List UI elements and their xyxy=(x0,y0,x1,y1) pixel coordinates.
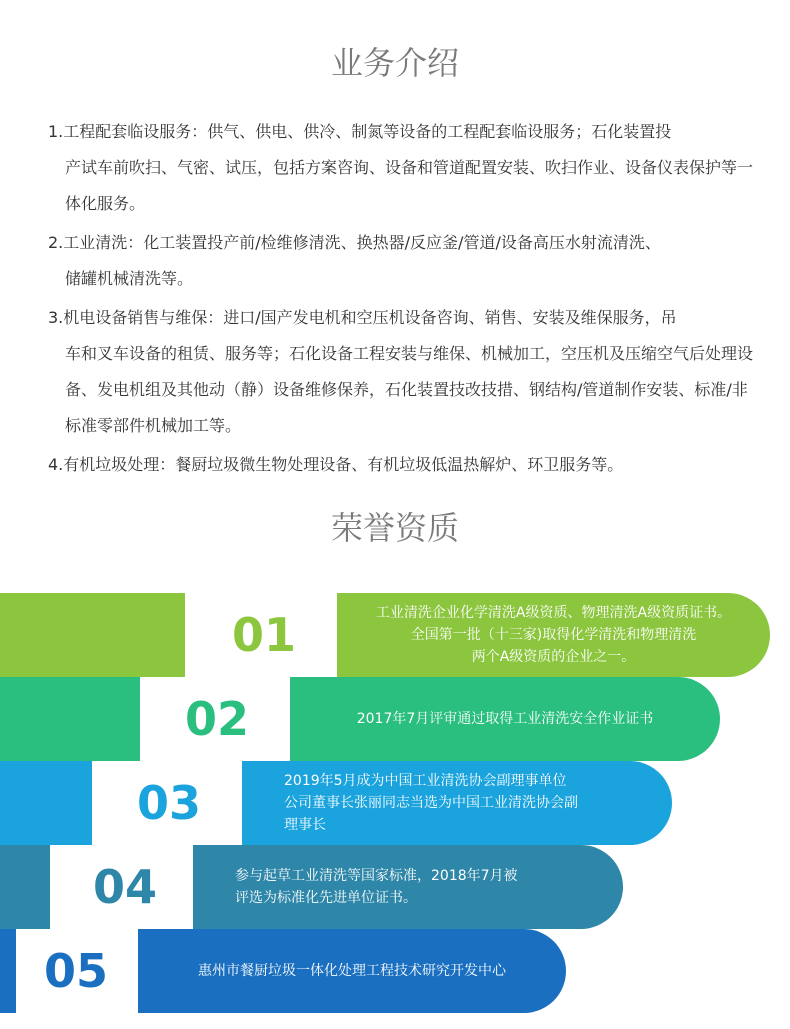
honor-strip xyxy=(0,929,16,1013)
honor-number: 02 xyxy=(185,692,250,746)
honor-row-05 xyxy=(0,929,790,1013)
item-text-head: 工程配套临设服务：供气、供电、供冷、制氮等设备的工程配套临设服务；石化装置投 xyxy=(63,122,672,141)
honor-number: 05 xyxy=(44,944,109,998)
honor-text-line: 2019年5月成为中国工业清洗协会副理事单位 xyxy=(284,773,567,789)
honor-strip xyxy=(0,593,185,677)
item-number: 2. xyxy=(48,233,64,252)
item-text-head: 机电设备销售与维保：进口/国产发电机和空压机设备咨询、销售、安装及维保服务，吊 xyxy=(63,308,677,327)
honor-row-04 xyxy=(0,845,790,929)
honor-section-title: 荣誉资质 xyxy=(330,509,459,547)
business-item xyxy=(48,114,763,222)
honor-pill xyxy=(138,929,566,1013)
honor-number: 03 xyxy=(137,776,202,830)
honor-text-line: 公司董事长张丽同志当选为中国工业清洗协会副 xyxy=(284,795,578,811)
honor-number: 04 xyxy=(93,860,158,914)
honor-strip xyxy=(0,845,50,929)
business-item xyxy=(48,447,763,483)
honor-text-line: 参与起草工业清洗等国家标准，2018年7月被 xyxy=(235,868,518,884)
honor-pill xyxy=(193,845,623,929)
honor-text-line: 评选为标准化先进单位证书。 xyxy=(235,890,417,906)
honor-strip xyxy=(0,677,140,761)
item-text-head: 工业清洗：化工装置投产前/检维修清洗、换热器/反应釜/管道/设备高压水射流清洗、 xyxy=(63,233,661,252)
item-text-continued: 储罐机械清洗等。 xyxy=(65,269,194,288)
business-item xyxy=(48,225,763,297)
business-item xyxy=(48,300,763,444)
honor-text-line: 两个A级资质的企业之一。 xyxy=(471,649,636,665)
honor-pill xyxy=(242,761,672,845)
honor-number: 01 xyxy=(232,608,297,662)
honor-pill xyxy=(290,677,720,761)
honor-text-line: 全国第一批（十三家)取得化学清洗和物理清洗 xyxy=(410,627,697,643)
honor-text-line: 2017年7月评审通过取得工业清洗安全作业证书 xyxy=(356,711,654,727)
honor-pill xyxy=(337,593,770,677)
item-number: 4. xyxy=(48,455,64,474)
honor-row-01 xyxy=(0,593,790,677)
honor-strip xyxy=(0,761,92,845)
honor-text-line: 工业清洗企业化学清洗A级资质、物理清洗A级资质证书。 xyxy=(375,605,732,621)
item-text-continued: 产试车前吹扫、气密、试压，包括方案咨询、设备和管道配置安装、吹扫作业、设备仪表保护等一体化服务。 xyxy=(65,158,754,213)
business-list xyxy=(48,114,763,486)
item-number: 1. xyxy=(48,122,64,141)
honor-text-line: 理事长 xyxy=(284,817,326,833)
business-section-title: 业务介绍 xyxy=(330,44,459,82)
honor-text-line: 惠州市餐厨垃圾一体化处理工程技术研究开发中心 xyxy=(198,963,506,979)
honor-row-03 xyxy=(0,761,790,845)
item-text-head: 有机垃圾处理：餐厨垃圾微生物处理设备、有机垃圾低温热解炉、环卫服务等。 xyxy=(63,455,624,474)
item-number: 3. xyxy=(48,308,64,327)
item-text-continued: 车和叉车设备的租赁、服务等；石化设备工程安装与维保、机械加工，空压机及压缩空气后处理设备、发电机组及其他动（静）设备维修保养，石化装置技改技措、钢结构/管道制作安装、标准/非标准零部件机械加工等。 xyxy=(65,344,754,435)
honor-row-02 xyxy=(0,677,790,761)
